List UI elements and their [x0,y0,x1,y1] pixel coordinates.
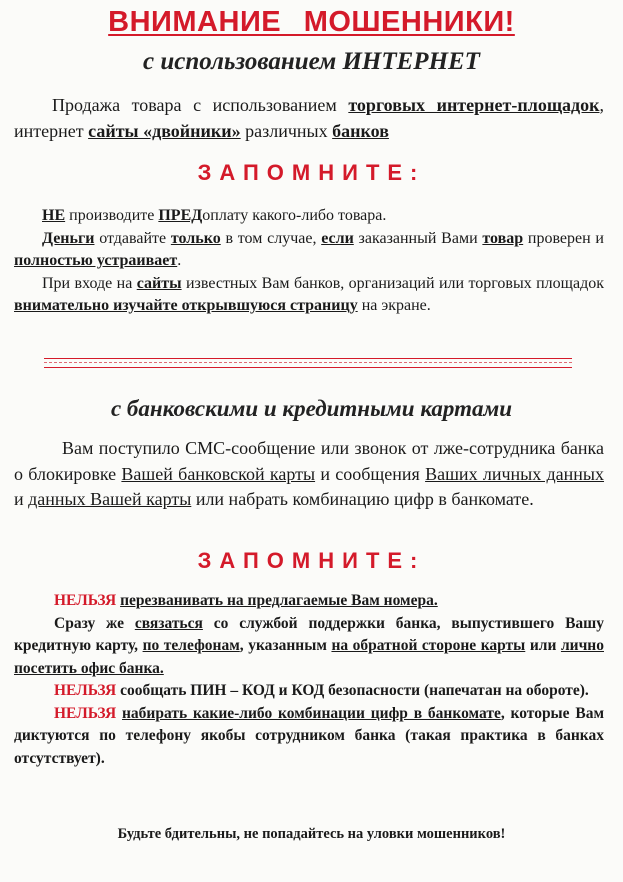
rule-text: Сразу же [54,614,135,632]
rule-block [14,613,604,681]
rule-text: в том случае, [220,229,322,247]
rule-text: проверен и [523,229,604,247]
intro-underlined: торговых интернет-площадок [348,95,600,115]
rule-underlined: ПРЕД [158,207,203,224]
rule-underlined: перезванивать на предлагаемые Вам номера. [120,592,438,609]
rule-underlined: товар [482,229,524,247]
rule-block [14,680,604,703]
rule-text: отдавайте [94,229,171,247]
intro-text: , интернет [14,95,604,141]
forbidden-label: НЕЛЬЗЯ [54,704,117,722]
rule-block [14,590,604,613]
rule-text: сообщать ПИН – КОД и КОД безопасности (напечатан на обороте). [116,682,589,699]
intro-paragraph [14,92,604,144]
rule-underlined: если [321,229,354,247]
rule-block [14,703,604,771]
section-subtitle-cards: с банковскими и кредитными картами [110,396,513,421]
intro-underlined: сайты «двойники» [88,121,241,141]
rule-underlined: внимательно изучайте открывшуюся страницу [14,297,358,314]
footer-warning: Будьте бдительны, не попадайтесь на уловки мошенников! [117,826,506,842]
rule-text: или [525,637,561,654]
rule-underlined: лично посетить офис банка. [14,637,604,677]
rule-text: , указанным [239,637,332,654]
intro-text: различных [240,121,333,141]
rule-text: . [177,252,182,269]
remember-heading-1: ЗАПОМНИТЕ: [197,160,426,185]
rule-underlined: набирать какие-либо комбинации цифр в банкомате [122,704,501,722]
cards-underlined: Ваших личных данных [425,463,605,484]
rules-internet [14,205,604,318]
rule-underlined: связаться [134,614,203,632]
rule-text: , которые Вам диктуются по телефону якобы сотрудником банка (такая практика в банках отсутствует). [14,704,604,767]
rule-text: заказанный Вами [353,229,483,247]
rule-underlined: на обратной стороне карты [331,637,526,654]
rule-text: оплату какого-либо товара. [202,207,387,224]
rule-underlined: полностью устраивает [14,252,178,269]
rule-underlined: сайты [136,274,182,292]
cards-paragraph [14,436,604,513]
intro-underlined: банков [332,121,389,141]
cards-text: и сообщения [315,463,426,484]
remember-heading-2: ЗАПОМНИТЕ: [197,548,426,573]
cards-text: или набрать комбинацию цифр в банкомате. [191,489,534,509]
rule-text: При входе на [42,274,137,292]
cards-underlined: Вашей банковской карты [121,463,316,484]
rule-text: производите [65,207,159,224]
page-title: ВНИМАНИЕ МОШЕННИКИ! [108,6,515,38]
cards-text: и [14,489,29,509]
rule-text: со службой поддержки банка, выпустившего Вашу кредитную карту, [14,614,604,654]
rule-line [14,205,604,228]
rule-text: на экране. [357,297,431,314]
cards-text: Вам поступило СМС-сообщение или звонок от лже-сотрудника банка о блокировке [14,438,604,484]
rule-line [14,273,604,318]
intro-text: Продажа товара с использованием [52,95,349,115]
forbidden-label: НЕЛЬЗЯ [54,592,117,609]
rule-underlined: Деньги [42,229,95,247]
rule-underlined: по телефонам [142,637,240,654]
section-subtitle-internet: с использованием ИНТЕРНЕТ [143,48,480,75]
rules-cards [14,590,604,770]
rule-text: известных Вам банков, организаций или торговых площадок [181,274,605,292]
rule-line [14,228,604,273]
rule-underlined: НЕ [42,207,66,224]
rule-underlined: только [170,229,221,247]
cards-underlined: данных Вашей карты [28,489,192,509]
section-divider [44,358,572,368]
forbidden-label: НЕЛЬЗЯ [54,682,117,699]
